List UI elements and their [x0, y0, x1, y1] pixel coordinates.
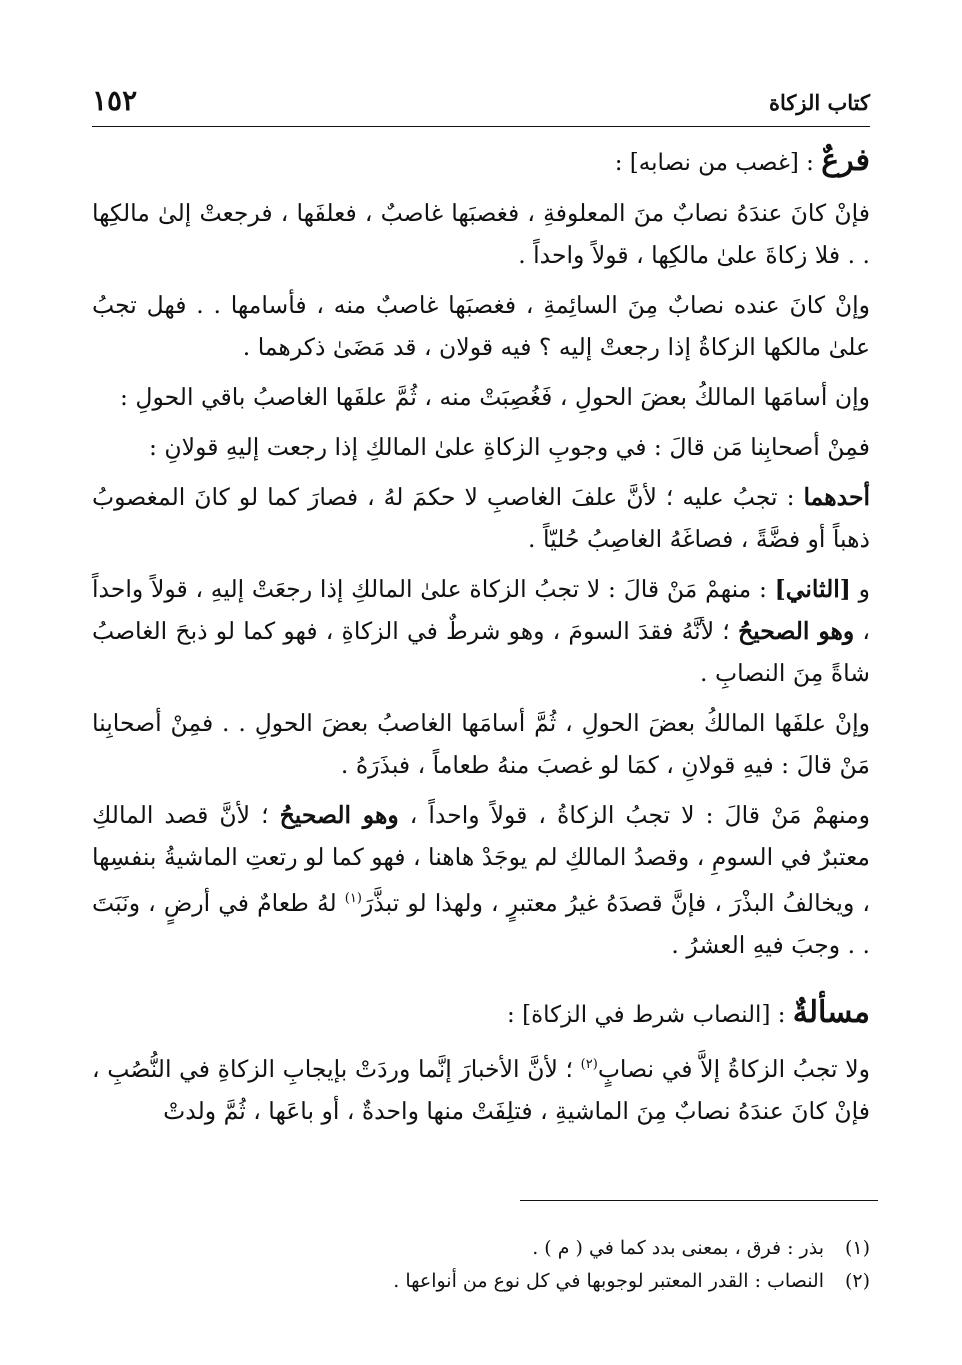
correct-opinion-label: وهو الصحيحُ: [737, 617, 855, 645]
paragraph: وإنْ علفَها المالكُ بعضَ الحولِ ، ثُمَّ أسامَها الغاصبُ بعضَ الحولِ . . فمِنْ أصحابِنا مَنْ قالَ : فيهِ قولانِ ، كمَا لو غصبَ منهُ طعاماً ، فبذَرَهُ .: [92, 709, 870, 779]
paragraph-text-cont: ؛ لأنَّ قصد المالكِ معتبرٌ في السومِ ، وقصدُ المالكِ لم يوجَدْ هاهنا ، فهو كما لو رتعتِ الماشيةُ بنفسِها ، ويخالفُ البذْرَ ، فإنَّ قصدَهُ غيرُ معتبرٍ ، ولهذا لو تبذَّرَ: [92, 801, 870, 917]
paragraph-text: ولا تجبُ الزكاةُ إلاَّ في نصابٍ: [597, 1054, 870, 1083]
paragraph: وإنْ كانَ عنده نصابٌ مِنَ السائِمةِ ، فغصبَها غاصبٌ منه ، فأسامها . . فهل تجبُ علىٰ مالكها الزكاةُ إذا رجعتْ إليه ؟ فيه قولان ، قد مَضَىٰ ذكرهما .: [92, 291, 870, 361]
footnote-text: النصاب : القدر المعتبر لوجوبها في كل نوع من أنواعها .: [393, 1270, 824, 1292]
section-label: مسألةٌ: [792, 994, 870, 1030]
footnote-rule: [520, 1200, 878, 1201]
footnote: [92, 1232, 870, 1265]
page-header: [92, 84, 870, 124]
paragraph: فإنْ كانَ عندَهُ نصابٌ منَ المعلوفةِ ، فغصبَها غاصبٌ ، فعلفَها ، فرجعتْ إلىٰ مالكِها . . فلا زكاةَ علىٰ مالكِها ، قولاً واحداً .: [92, 199, 870, 269]
conjunction: و: [850, 575, 870, 603]
section-heading-masala: [92, 992, 870, 1036]
paragraph-text: ومنهمْ مَنْ قالَ : لا تجبُ الزكاةُ ، قولاً واحداً ،: [398, 801, 871, 829]
section-label: فرعٌ: [821, 143, 870, 178]
footnote-number: (١): [844, 1237, 870, 1259]
footnote-text: بذر : فرق ، بمعنى بدد كما في ( م ) .: [532, 1237, 824, 1259]
second-opinion-text-cont: ؛ لأنَّهُ فقدَ السومَ ، وهو شرطٌ في الزكاةِ ، فهو كما لو ذبحَ الغاصبُ شاةً مِنَ النصابِ .: [92, 617, 870, 687]
header-rule: [92, 126, 870, 127]
paragraph-text-end: لهُ طعامٌ في أرضٍ ، ونَبَتَ . . وجبَ فيهِ العشرُ .: [92, 888, 870, 959]
first-opinion-text: : تجبُ عليه ؛ لأنَّ علفَ الغاصبِ لا حكمَ لهُ ، فصارَ كما لو كانَ المغصوبُ ذهباً أو فضَّةً ، فصاغَهُ الغاصِبُ حُليّاً .: [92, 483, 870, 553]
paragraph-second-opinion: [92, 568, 870, 694]
footnote: [92, 1265, 870, 1298]
paragraph: وإن أسامَها المالكُ بعضَ الحولِ ، فَغُصِبَتْ منه ، ثُمَّ علفَها الغاصبُ باقي الحولِ :: [120, 383, 870, 411]
paragraph-first-opinion: [92, 476, 870, 560]
paragraph-fourth: [92, 794, 870, 966]
first-opinion-label: أحدهما: [803, 483, 870, 511]
paragraph-last: [92, 1044, 870, 1132]
running-title: كتاب الزكاة: [768, 90, 870, 115]
footnote-number: (٢): [844, 1270, 870, 1292]
footnote-ref[interactable]: (٢): [580, 1056, 598, 1072]
main-text: [92, 140, 870, 1140]
footnote-ref[interactable]: (١): [344, 891, 362, 906]
correct-opinion-label: وهو الصحيحُ: [279, 801, 399, 829]
section-title: : [غصب من نصابه] :: [614, 150, 822, 176]
paragraph: فمِنْ أصحابِنا مَن قالَ : في وجوبِ الزكاةِ علىٰ المالكِ إذا رجعت إليهِ قولانِ :: [149, 433, 870, 461]
second-opinion-label: [الثاني]: [774, 575, 851, 603]
page-number: ١٥٢: [92, 84, 138, 117]
paragraph-text-cont: ؛ لأنَّ الأخبارَ إنَّما وردَتْ بإيجابِ الزكاةِ في النُّصُبِ ، فإنْ كانَ عندَهُ نصابٌ مِنَ الماشيةِ ، فتلِفَتْ منها واحدةٌ ، أو باعَها ، ثُمَّ ولدتْ: [92, 1054, 870, 1125]
footnotes: [92, 1232, 870, 1298]
section-title: : [النصاب شرط في الزكاة] :: [507, 1001, 793, 1028]
section-heading-far: [92, 140, 870, 184]
second-opinion-text: : منهمْ مَنْ قالَ : لا تجبُ الزكاة علىٰ المالكِ إذا رجعَتْ إليهِ ، قولاً واحداً ،: [92, 575, 871, 645]
